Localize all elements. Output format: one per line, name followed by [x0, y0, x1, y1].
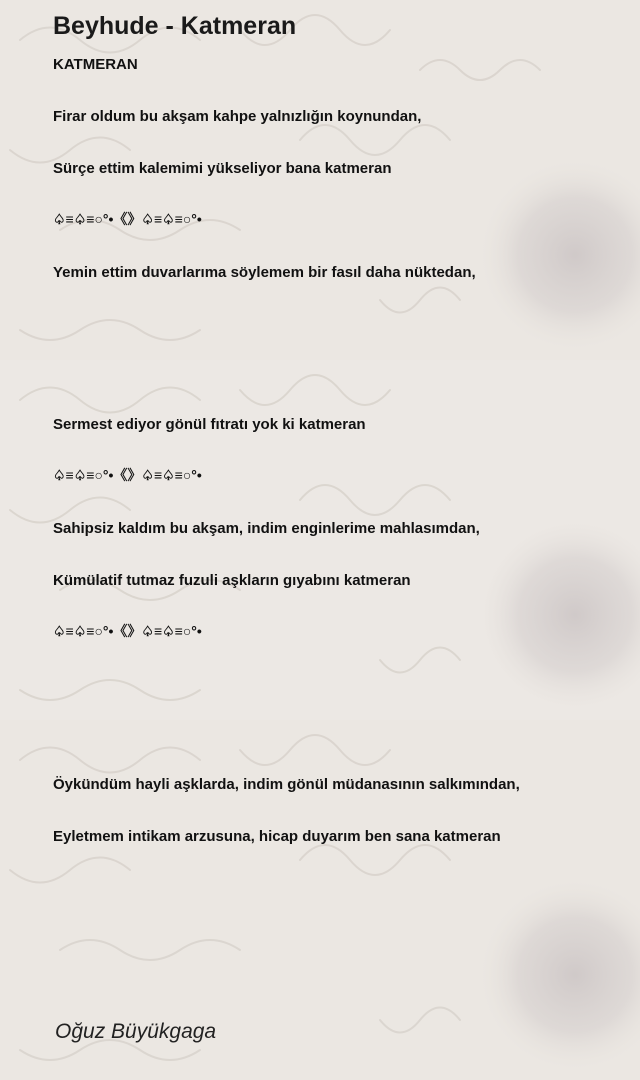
poem-line: Yemin ettim duvarlarıma söylemem bir fasıl daha nüktedan,	[53, 264, 476, 281]
ornament-divider: ♤≡♤≡○°•《》♤≡♤≡○°•	[53, 211, 202, 227]
ornament-divider: ♤≡♤≡○°•《》♤≡♤≡○°•	[53, 467, 202, 483]
poem-line: Kümülatif tutmaz fuzuli aşkların gıyabını katmeran	[53, 572, 411, 589]
poem-line: Firar oldum bu akşam kahpe yalnızlığın koynundan,	[53, 108, 422, 125]
poem-title: Beyhude - Katmeran	[53, 12, 297, 40]
poem-line: Sahipsiz kaldım bu akşam, indim enginlerime mahlasımdan,	[53, 520, 480, 537]
poem-line: Eyletmem intikam arzusuna, hicap duyarım ben sana katmeran	[53, 828, 501, 845]
poem-line: Sürçe ettim kalemimi yükseliyor bana katmeran	[53, 160, 392, 177]
poem-line: Sermest ediyor gönül fıtratı yok ki katmeran	[53, 416, 366, 433]
ornament-divider: ♤≡♤≡○°•《》♤≡♤≡○°•	[53, 623, 202, 639]
poem-author: Oğuz Büyükgaga	[55, 1020, 217, 1043]
poem-subtitle: KATMERAN	[53, 56, 138, 73]
poem-line: Öykündüm hayli aşklarda, indim gönül müdanasının salkımından,	[53, 776, 520, 793]
